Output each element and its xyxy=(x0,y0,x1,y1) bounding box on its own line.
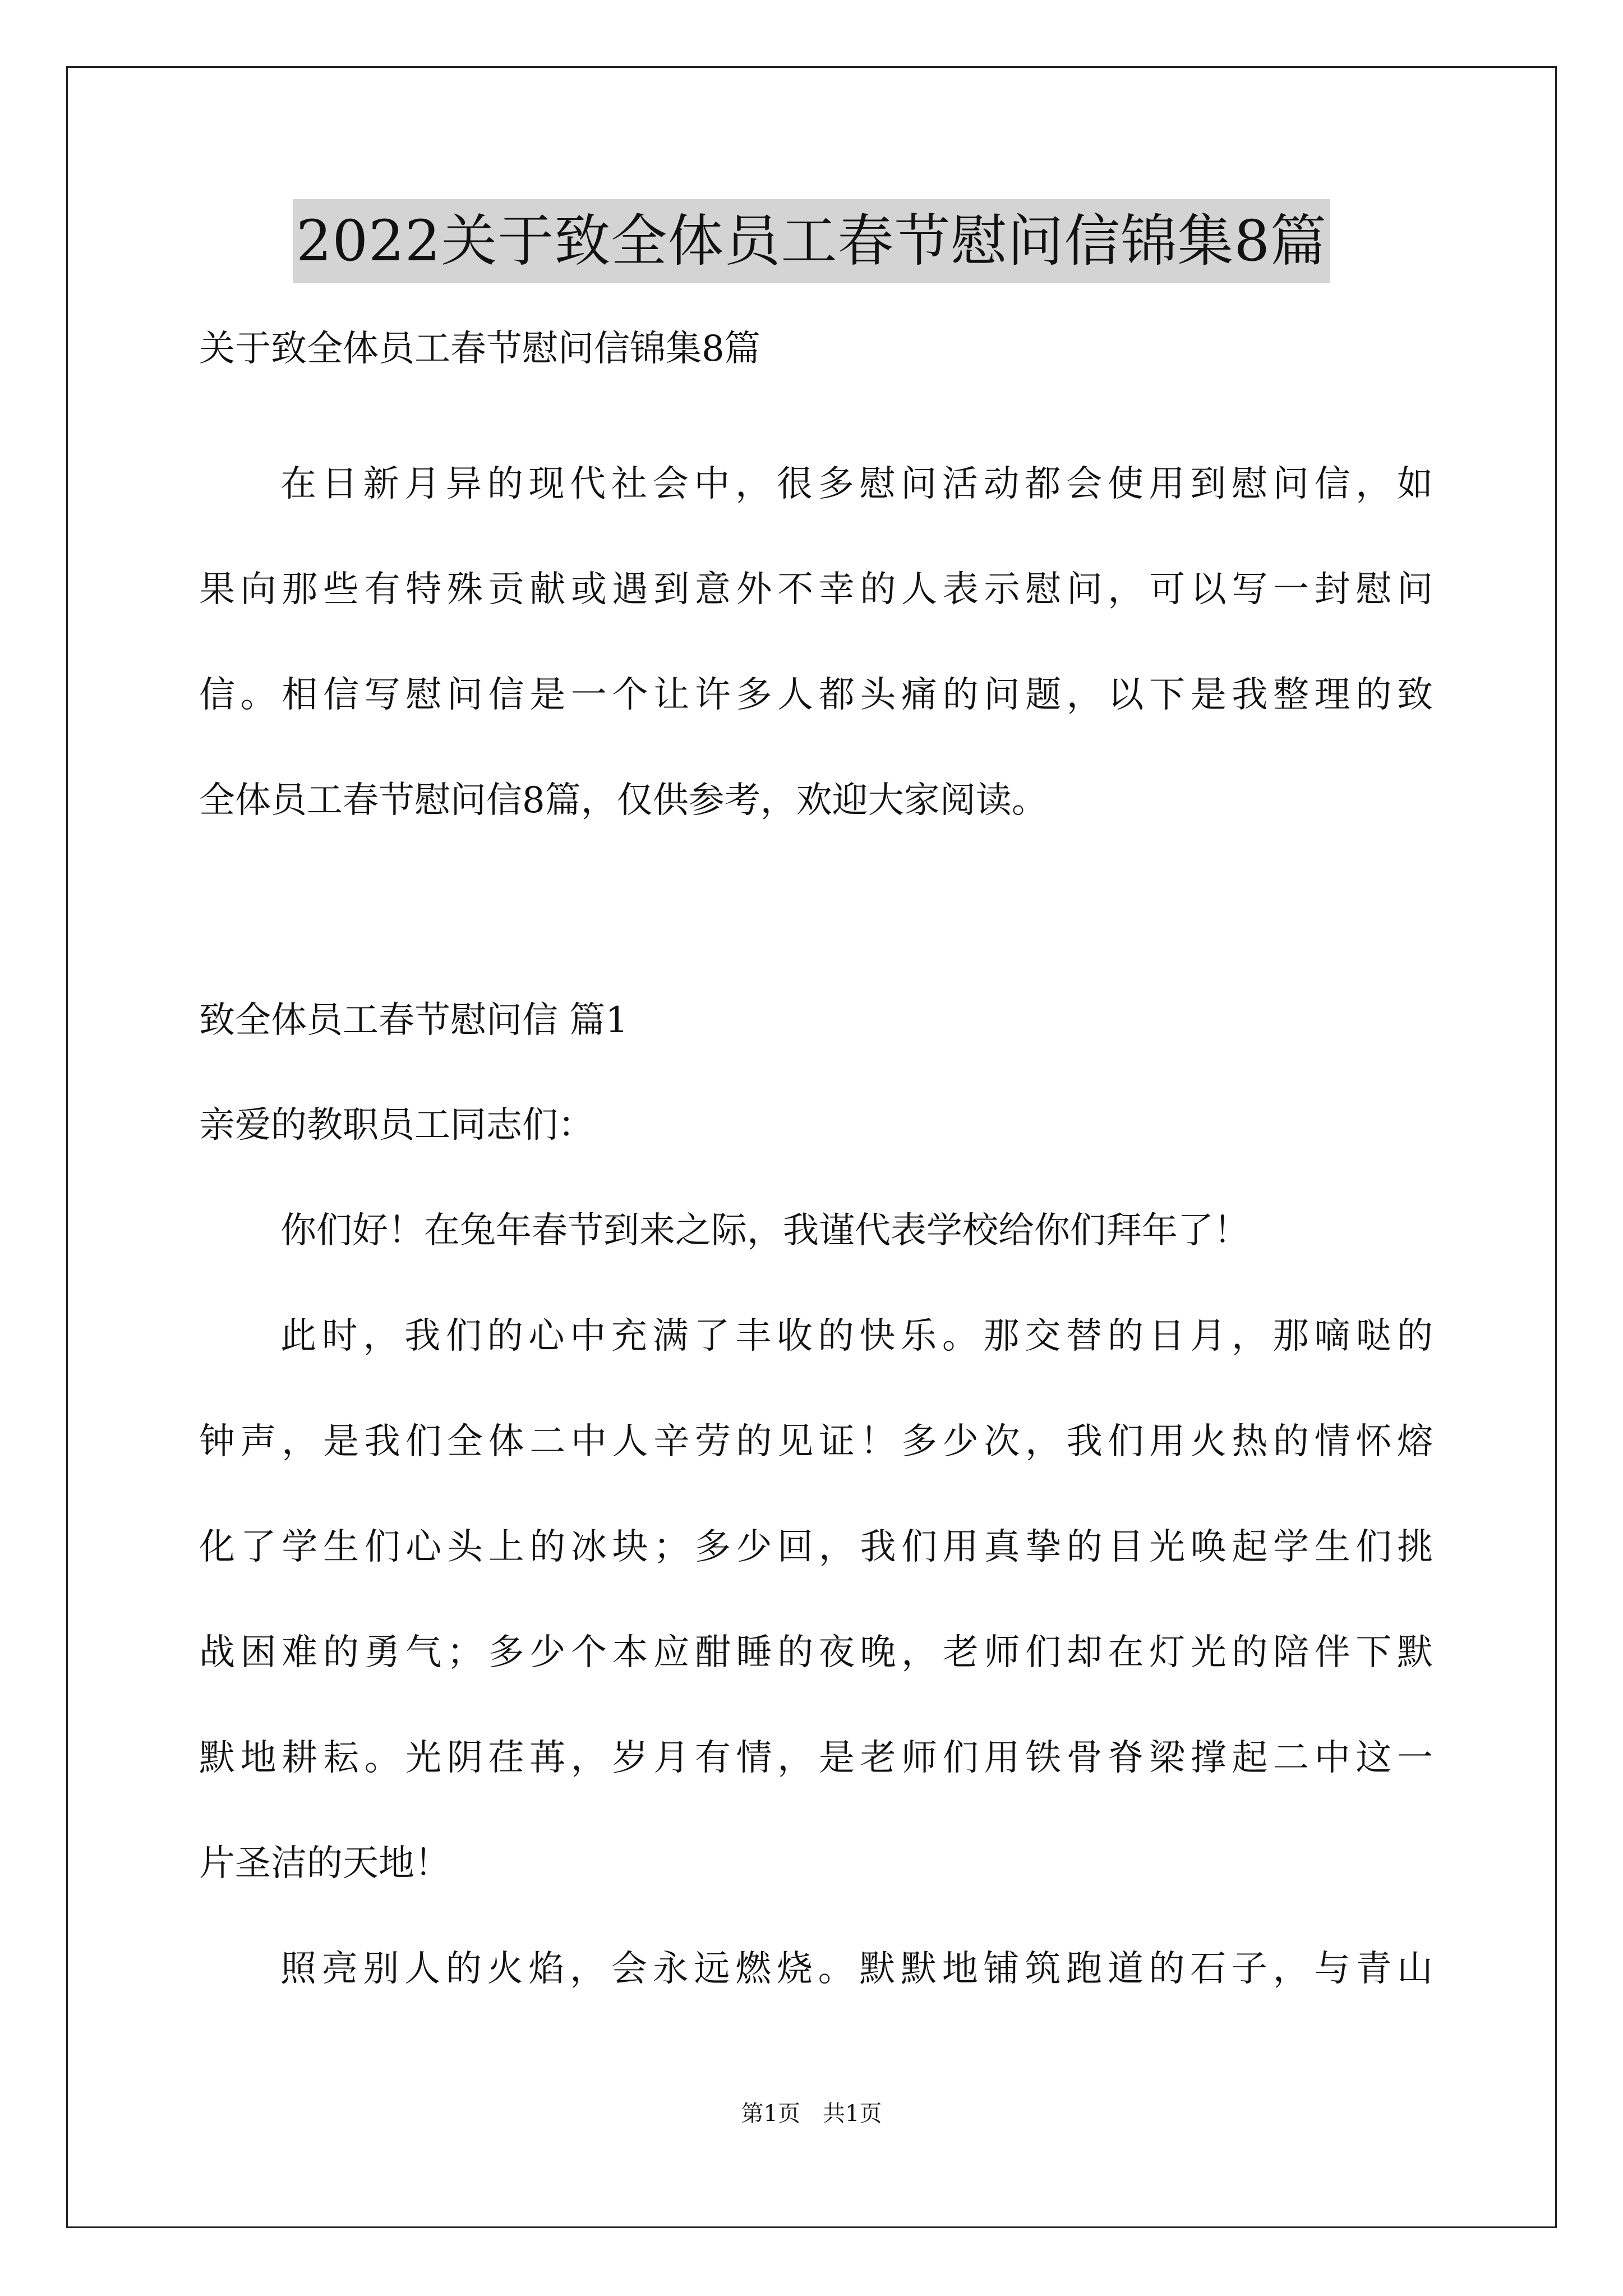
paragraph-2-line-4: 战困难的勇气；多少个本应酣睡的夜晚，老师们却在灯光的陪伴下默 xyxy=(199,1632,1433,1673)
paragraph-2-line-2: 钟声，是我们全体二中人辛劳的见证！多少次，我们用火热的情怀熔 xyxy=(199,1421,1433,1462)
page-footer: 第1页 共1页 xyxy=(741,2101,882,2127)
intro-line-3: 信。相信写慰问信是一个让许多人都头痛的问题，以下是我整理的致 xyxy=(199,674,1433,716)
salutation: 亲爱的教职员工同志们： xyxy=(199,1105,594,1146)
paragraph-2-line-3: 化了学生们心头上的冰块；多少回，我们用真挚的目光唤起学生们挑 xyxy=(199,1526,1433,1568)
section-heading: 致全体员工春节慰问信 篇1 xyxy=(199,1000,629,1041)
paragraph-1: 你们好！在兔年春节到来之际，我谨代表学校给你们拜年了！ xyxy=(280,1210,1249,1251)
document-title: 2022关于致全体员工春节慰问信锦集8篇 xyxy=(293,199,1330,283)
paragraph-2-line-6: 片圣洁的天地！ xyxy=(199,1843,450,1884)
intro-line-2: 果向那些有特殊贡献或遇到意外不幸的人表示慰问，可以写一封慰问 xyxy=(199,569,1433,610)
document-subtitle: 关于致全体员工春节慰问信锦集8篇 xyxy=(199,328,760,370)
paragraph-2-line-5: 默地耕耘。光阴荏苒，岁月有情，是老师们用铁骨脊梁撑起二中这一 xyxy=(199,1737,1433,1779)
intro-line-1: 在日新月异的现代社会中，很多慰问活动都会使用到慰问信，如 xyxy=(280,463,1433,505)
intro-line-4: 全体员工春节慰问信8篇，仅供参考，欢迎大家阅读。 xyxy=(199,780,1048,821)
paragraph-2-line-1: 此时，我们的心中充满了丰收的快乐。那交替的日月，那嘀哒的 xyxy=(280,1315,1433,1357)
paragraph-3-line-1: 照亮别人的火焰，会永远燃烧。默默地铺筑跑道的石子，与青山 xyxy=(280,1948,1433,1990)
document-title-block xyxy=(0,199,1623,283)
